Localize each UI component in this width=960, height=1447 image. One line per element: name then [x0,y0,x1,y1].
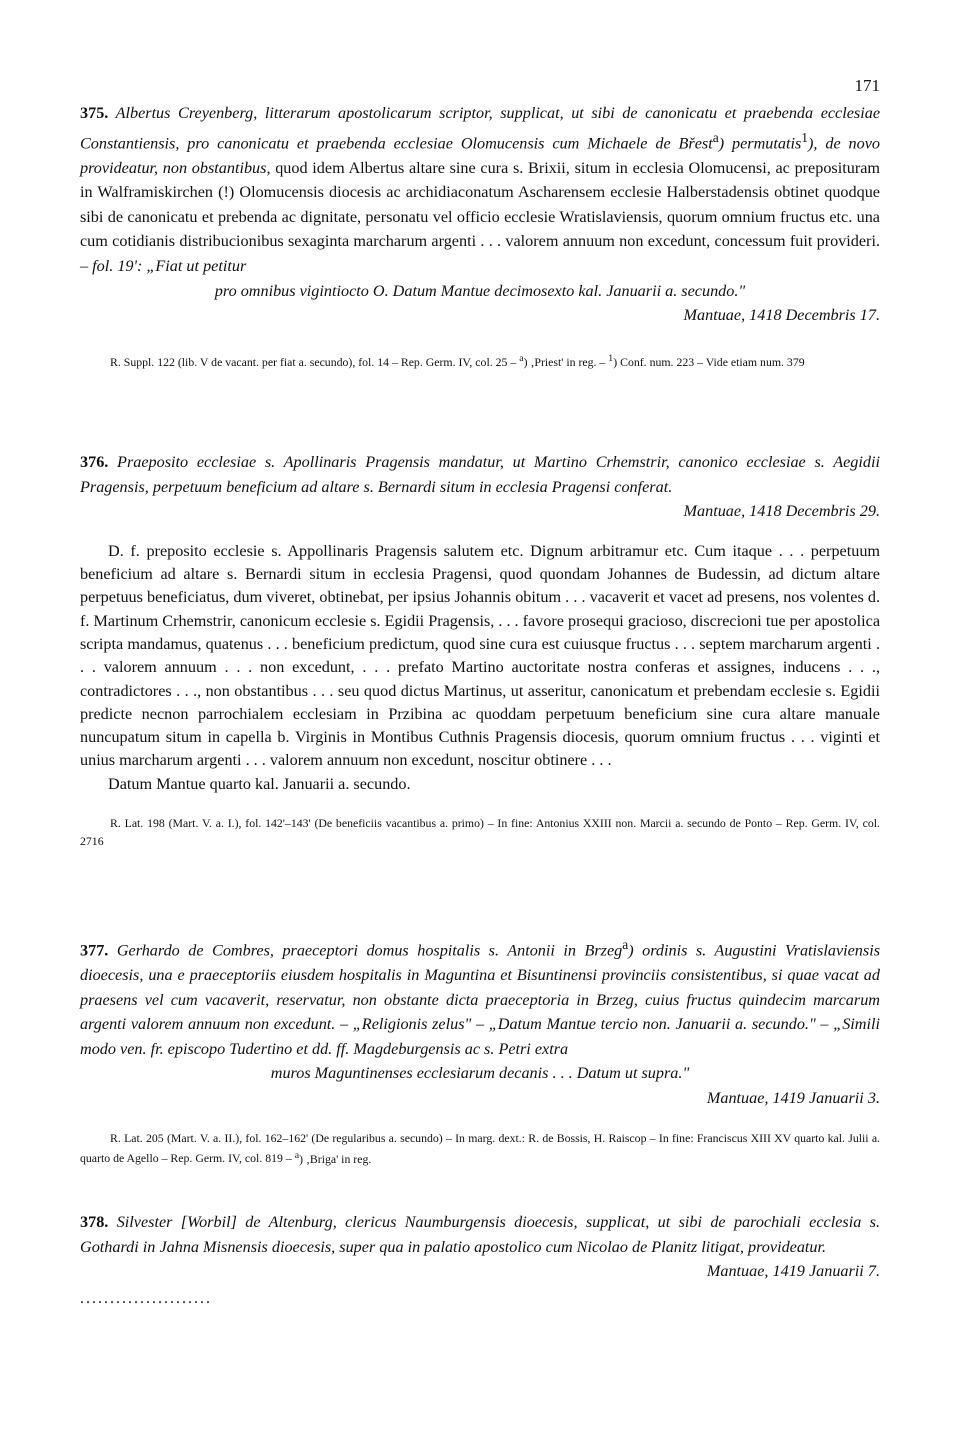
entry-375-note-c: ) Conf. num. 223 – Vide etiam num. 379 [613,354,805,369]
entry-375-note [80,350,880,371]
entry-377-summary-cont [80,1061,880,1086]
entry-number: 375. [80,104,109,122]
entry-number: 376. [80,453,109,471]
page-number: 171 [854,76,880,95]
entry-376-body-text: D. f. preposito ecclesie s. Appollinaris Pragensis salutem etc. Dignum arbitramur etc. Cum itaque . . . perpetuum beneficium ad altare s. Bernardi situm in ecclesia Pragensi, quod quondam Johannes de Budessin, ad dictum altare perpetuus beneficiatus, dum viveret, obtinebat, per ipsius Johannis obitum . . . vacaverit et vacet ad presens, nos volentes d. f. Martinum Crhemstrir, canonicum ecclesie s. Egidii Pragensis, . . . favore prosequi gracioso, discrecioni tue per apostolica scripta mandamus, quatenus . . . beneficium predictum, quod sine cura est cuiusque fructus . . . septem marcharum argenti . . . valorem annuum . . . non excedunt, . . . prefato Martino auctoritate nostra conferas et assignes, inducens . . ., contradictores . . ., non obstantibus . . . seu quod dictus Martinus, ut asseritur, canonicatum et prebendam ecclesie s. Egidii predicte necnon parrochialem ecclesiam in Przibina ac quoddam perpetuum beneficium sine cura altare manuale nuncupatum situm in capella b. Virginis in Montibus Cuthnis Pragensis diocesis, quorum omnium fructus . . . viginti et unius marcharum argenti . . . valorem annuum non excedunt, noscitur obtinere . . . [80,541,880,770]
entry-376-summary [80,450,880,499]
note-marker-1: 1 [608,352,614,364]
entry-375-note-a: R. Suppl. 122 (lib. V de vacant. per fiat a. secundo), fol. 14 – Rep. Germ. IV, col. 25 – [110,354,520,369]
entry-375 [80,101,880,371]
entry-375-date: Mantuae, 1418 Decembris 17. [683,306,880,325]
footnote-marker-1: 1 [801,129,809,145]
entry-378-summary [80,1210,880,1259]
entry-number: 378. [80,1213,109,1231]
entry-376-note-text: R. Lat. 198 (Mart. V. a. I.), fol. 142'–143' (De beneficiis vacantibus a. primo) – In fine: Antonius XXIII non. Marcii a. secundo de Ponto – Rep. Germ. IV, col. 2716 [80,816,880,849]
entry-375-note-b: ) ‚Priest' in reg. – [523,354,609,369]
entry-376-closing: Datum Mantue quarto kal. Januarii a. secundo. [108,774,411,793]
entry-378-date: Mantuae, 1419 Januarii 7. [706,1262,880,1281]
entry-377-summary-b: ) ordinis s. Augustini Vratislaviensis dioecesis, una e praeceptoriis eiusdem hospitalis in Maguntina et Bisuntinensi provinciis consistentibus, si quae vacat ad praesens vel cum vacaverit, reservatur, non obstante dicta praeceptoria in Brzeg, cuius fructus quindecim marcarum argenti valorem annuum non excedunt. – „Religionis zelus" – „Datum Mantue tercio non. Januarii a. secundo." – „Simili modo ven. fr. episcopo Tudertino et dd. ff. Magdeburgensis ac s. Petri extra [80,941,881,1058]
entry-375-summary-b: ) permutatis [718,133,802,152]
entry-375-text: quod idem Albertus altare sine cura s. Brixii, situm in ecclesia Olomucensi, ac preposituram in Walframiskirchen (!) Olomucensis diocesis ac archidiaconatum Ascharensem ecclesie Halberstadensis obtinet quodque sibi de canonicatu et prebenda ac dignitate, personatu vel officio ecclesie Wratislaviensis, quorum omnium fructus etc. una cum cotidianis distribucionibus sexaginta marcharum argenti . . . valorem annuum non excedunt, concessum fuit provideri. – [80,158,880,275]
entry-377-date: Mantuae, 1419 Januarii 3. [706,1088,880,1107]
entry-375-fiat-cont [80,279,880,304]
entry-377-summary-c: muros Maguntinenses ecclesiarum decanis . . . Datum ut supra." [270,1064,690,1083]
entry-376-date: Mantuae, 1418 Decembris 29. [683,502,880,521]
entry-377-note-b: ) ‚Briga' in reg. [299,1151,372,1166]
entry-377-summary-a: Gerhardo de Combres, praeceptori domus hospitalis s. Antonii in Brzeg [108,941,623,960]
note-marker-a: a [294,1149,300,1161]
entry-375-fiat-text: pro omnibus vigintiocto O. Datum Mantue decimosexto kal. Januarii a. secundo." [214,281,746,300]
entry-375-fiat: fol. 19': „Fiat ut petitur [92,256,247,275]
entry-375-summary-a: Albertus Creyenberg, litterarum apostolicarum scriptor, supplicat, ut sibi de canonicatu et praebenda ecclesiae Constantiensis, pro canonicatu et praebenda ecclesiae Olomucensis cum Michaele de Břest [80,104,880,152]
entry-number: 377. [80,941,109,960]
ellipsis-divider: ...................... [80,1289,212,1307]
entry-376 [80,450,880,850]
entry-375-summary-c: ), de novo provideatur, non obstantibus, [80,133,881,177]
footnote-marker-a: a [712,129,719,145]
note-marker-a: a [519,352,524,364]
footnote-marker-a: a [622,937,629,952]
entry-375-summary [80,101,880,303]
entry-378-summary-text: Silvester [Worbil] de Altenburg, clericus Naumburgensis dioecesis, supplicat, ut sibi de parochiali ecclesia s. Gothardi in Jahna Misnensis dioecesis, super qua in palatio apostolico cum Nicolao de Planitz litigat, provideatur. [80,1213,880,1256]
entry-377 [80,933,880,1167]
entry-377-note [80,1129,880,1168]
entry-376-note [80,814,880,850]
entry-376-body [80,540,880,773]
entry-378 [80,1210,880,1308]
entry-376-summary-text: Praeposito ecclesiae s. Apollinaris Pragensis mandatur, ut Martino Crhemstrir, canonico ecclesiae s. Aegidii Pragensis, perpetuum beneficium ad altare s. Bernardi situm in ecclesia Pragensi conferat. [80,453,880,496]
entry-377-note-a: R. Lat. 205 (Mart. V. a. II.), fol. 162–162' (De regularibus a. secundo) – In marg. dext.: R. de Bossis, H. Raiscop – In fine: Franciscus XIII XV quarto kal. Julii a. quarto de Agello – Rep. Germ. IV, col. 819 – [80,1130,880,1166]
entry-377-summary [80,933,880,1086]
